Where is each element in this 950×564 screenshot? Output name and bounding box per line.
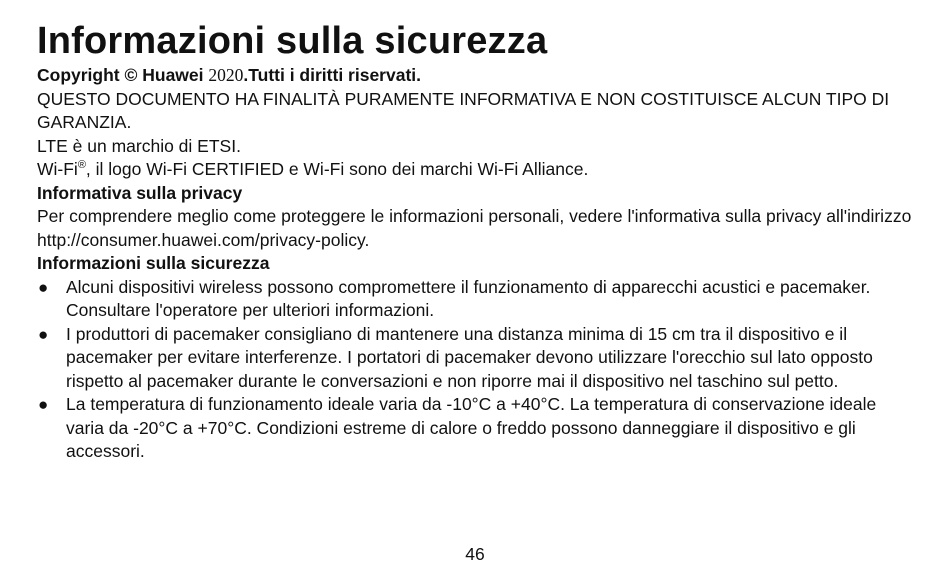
page-number: 46	[465, 544, 485, 564]
disclaimer-text: QUESTO DOCUMENTO HA FINALITÀ PURAMENTE INFORMATIVA E NON COSTITUISCE ALCUN TIPO DI GARANZIA.	[37, 88, 890, 132]
lte-trademark-note: LTE è un marchio di ETSI.	[37, 135, 241, 156]
list-item-text: La temperatura di funzionamento ideale varia da -10°C a +40°C. La temperatura di conservazione ideale varia da -20°C a +70°C. Condizioni estreme di calore o freddo possono danneggiare il dispositivo e gli accessori.	[66, 394, 877, 461]
copyright-suffix: .Tutti i diritti riservati.	[243, 65, 422, 85]
privacy-heading: Informativa sulla privacy	[37, 182, 243, 203]
list-item	[37, 323, 917, 394]
copyright-line	[37, 64, 917, 88]
bullet-icon: ●	[38, 277, 49, 297]
copyright-year: 2020	[208, 65, 244, 85]
safety-list	[37, 276, 917, 464]
registered-mark: ®	[77, 159, 86, 172]
privacy-text: Per comprendere meglio come proteggere le informazioni personali, vedere l'informativa sulla privacy all'indirizzo http://consumer.huawei.com/privacy-policy.	[37, 206, 912, 250]
safety-heading: Informazioni sulla sicurezza	[37, 253, 270, 273]
list-item-text: I produttori di pacemaker consigliano di mantenere una distanza minima di 15 cm tra il dispositivo e il pacemaker per evitare interferenze. I portatori di pacemaker devono utilizzare l'orecchio sul lato opposto rispetto al pacemaker durante le conversazioni e non riporre mai il dispositivo nel taschino sul petto.	[66, 323, 873, 391]
list-item	[37, 276, 917, 323]
wifi-trademark-note	[37, 158, 917, 182]
page-title: Informazioni sulla sicurezza	[37, 20, 548, 62]
list-item-text: Alcuni dispositivi wireless possono compromettere il funzionamento di apparecchi acustici e pacemaker. Consultare l'operatore per ulteriori informazioni.	[66, 276, 871, 320]
document-page	[37, 18, 917, 464]
bullet-icon: ●	[38, 395, 49, 414]
bullet-icon: ●	[38, 324, 49, 344]
wifi-prefix: Wi-Fi	[37, 159, 78, 179]
wifi-suffix: , il logo Wi-Fi CERTIFIED e Wi-Fi sono dei marchi Wi-Fi Alliance.	[85, 159, 589, 179]
copyright-prefix: Copyright © Huawei	[37, 65, 209, 85]
list-item	[37, 393, 917, 464]
